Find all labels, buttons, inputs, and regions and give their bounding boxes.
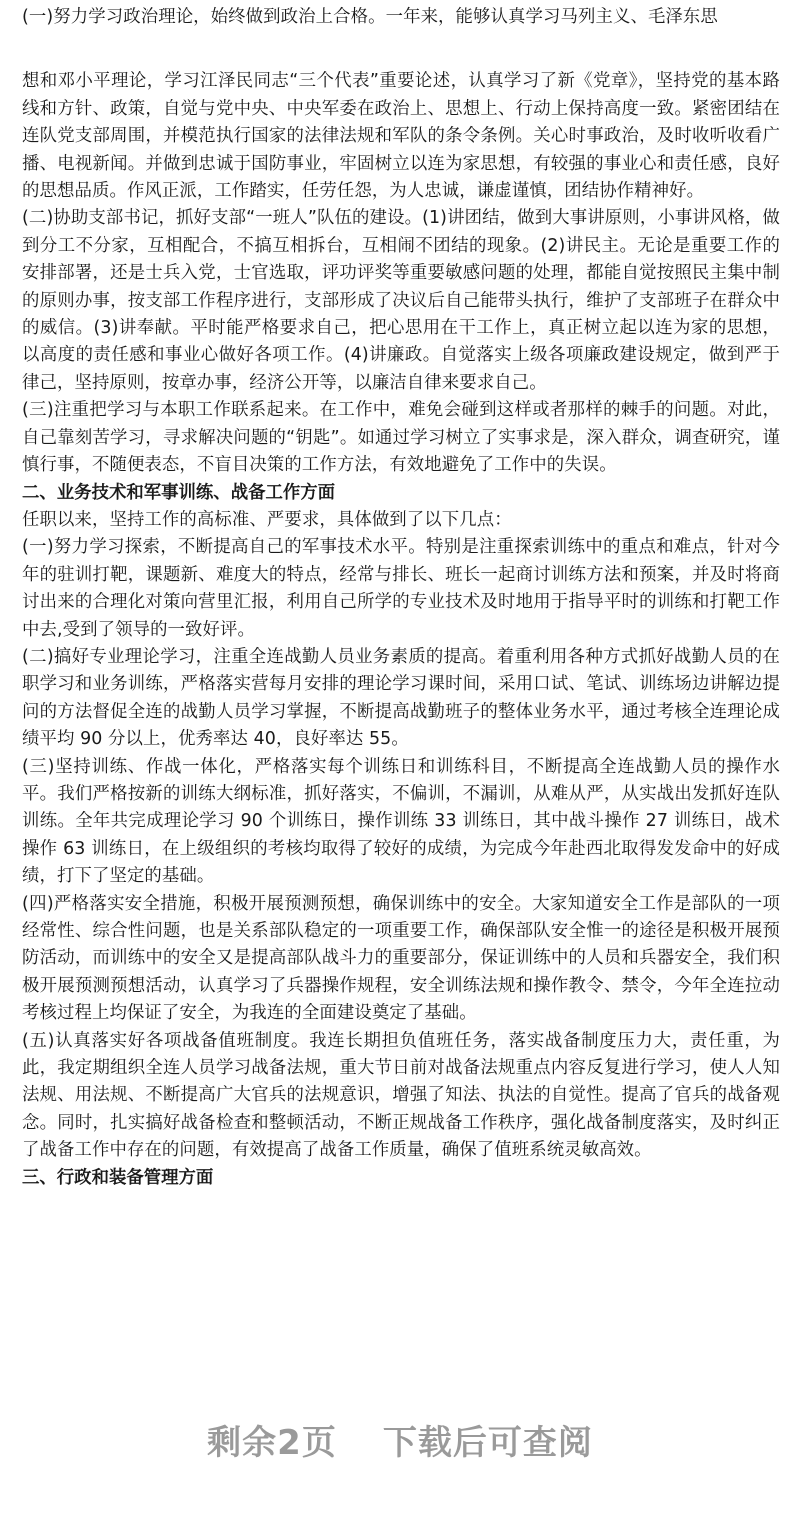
paragraph-safety: (四)严格落实安全措施，积极开展预测预想，确保训练中的安全。大家知道安全工作是部队的一项经常性、综合性问题，也是关系部队稳定的一项重要工作，确保部队安全惟一的途径是积极开展预防活动，而训练中的安全又是提高部队战斗力的重要部分，保证训练中的人员和兵器安全，我们积极开展预测预想活动，认真学习了兵器操作规程，安全训练法规和操作教令、禁令，今年全连拉动考核过程上均保证了安全，为我连的全面建设奠定了基础。	[22, 893, 780, 1024]
paragraph-intro: 任职以来，坚持工作的高标准、严要求，具体做到了以下几点：	[22, 509, 512, 530]
section-heading-training: 二、业务技术和军事训练、战备工作方面	[22, 482, 336, 503]
paragraph-branch-team: (二)协助支部书记，抓好支部“一班人”队伍的建设。(1)讲团结，做到大事讲原则，小事讲风格，做到分工不分家，互相配合，不搞互相拆台，互相闹不团结的现象。(2)讲民主。无论是重要工作的安排部署，还是士兵入党，士官选取，评功评奖等重要敏感问题的处理，都能自觉按照民主集中制的原则办事，按支部工作程序进行，支部形成了决议后自己能带头执行，维护了支部班子在群众中的威信。(3)讲奉献。平时能严格要求自己，把心思用在干工作上，真正树立起以连为家的思想，以高度的责任感和事业心做好各项工作。(4)讲廉政。自觉落实上级各项廉政建设规定，做到严于律己，坚持原则，按章办事，经济公开等，以廉洁自律来要求自己。	[22, 208, 780, 393]
paragraph-political-theory: 想和邓小平理论，学习江泽民同志“三个代表”重要论述，认真学习了新《党章》，坚持党的基本路线和方针、政策，自觉与党中央、中央军委在政治上、思想上、行动上保持高度一致。紧密团结在连队党支部周围，并模范执行国家的法律法规和军队的条令条例。关心时事政治，及时收听收看广播、电视新闻。并做到忠诚于国防事业，牢固树立以连为家思想，有较强的事业心和责任感，良好的思想品质。作风正派，工作踏实，任劳任怨，为人忠诚，谦虚谨慎，团结协作精神好。	[22, 71, 780, 202]
section-heading-administration: 三、行政和装备管理方面	[22, 1167, 214, 1188]
paragraph-theory-study: (二)搞好专业理论学习，注重全连战勤人员业务素质的提高。着重利用各种方式抓好战勤人员的在职学习和业务训练，严格落实营每月安排的理论学习课时间，采用口试、笔试、训练场边讲解边提问的方法督促全连的战勤人员学习掌握，不断提高战勤班子的整体业务水平，通过考核全连理论成绩平均 90 分以上，优秀率达 40，良好率达 55。	[22, 646, 780, 750]
download-to-view-label: 下载后可查阅	[382, 1423, 593, 1463]
paragraph-study-and-work: (三)注重把学习与本职工作联系起来。在工作中，难免会碰到这样或者那样的棘手的问题。对此，自己靠刻苦学习，寻求解决问题的“钥匙”。如通过学习树立了实事求是，深入群众，调查研究，谨慎行事，不随便表态，不盲目决策的工作方法，有效地避免了工作中的失误。	[22, 400, 780, 476]
paragraph-political-theory-start: (一)努力学习政治理论，始终做到政治上合格。一年来，能够认真学习马列主义、毛泽东思	[22, 7, 718, 27]
page-gap	[22, 31, 780, 68]
document-body	[22, 0, 780, 1192]
paragraph-duty-system: (五)认真落实好各项战备值班制度。我连长期担负值班任务，落实战备制度压力大，责任重，为此，我定期组织全连人员学习战备法规，重大节日前对战备法规重点内容反复进行学习，使人人知法规、用法规、不断提高广大官兵的法规意识，增强了知法、执法的自觉性。提高了官兵的战备观念。同时，扎实搞好战备检查和整顿活动，不断正规战备工作秩序，强化战备制度落实，及时纠正了战备工作中存在的问题，有效提高了战备工作质量，确保了值班系统灵敏高效。	[22, 1030, 780, 1161]
paragraph-military-skill: (一)努力学习探索，不断提高自己的军事技术水平。特别是注重探索训练中的重点和难点，针对今年的驻训打靶，课题新、难度大的特点，经常与排长、班长一起商讨训练方法和预案，并及时将商讨出来的合理化对策向营里汇报，利用自己所学的专业技术及时地用于指导平时的训练和打靶工作中去,受到了领导的一致好评。	[22, 537, 780, 640]
download-prompt[interactable]	[0, 1415, 800, 1464]
remaining-pages-label: 剩余2页	[207, 1423, 337, 1463]
paragraph-training-combat: (三)坚持训练、作战一体化，严格落实每个训练日和训练科目，不断提高全连战勤人员的操作水平。我们严格按新的训练大纲标准，抓好落实，不偏训，不漏训，从难从严，从实战出发抓好连队训练。全年共完成理论学习 90 个训练日，操作训练 33 训练日，其中战斗操作 27 训练日，战术操作 63 训练日，在上级组织的考核均取得了较好的成绩，为完成今年赴西北取得发发命中的好成绩，打下了坚定的基础。	[22, 756, 780, 887]
